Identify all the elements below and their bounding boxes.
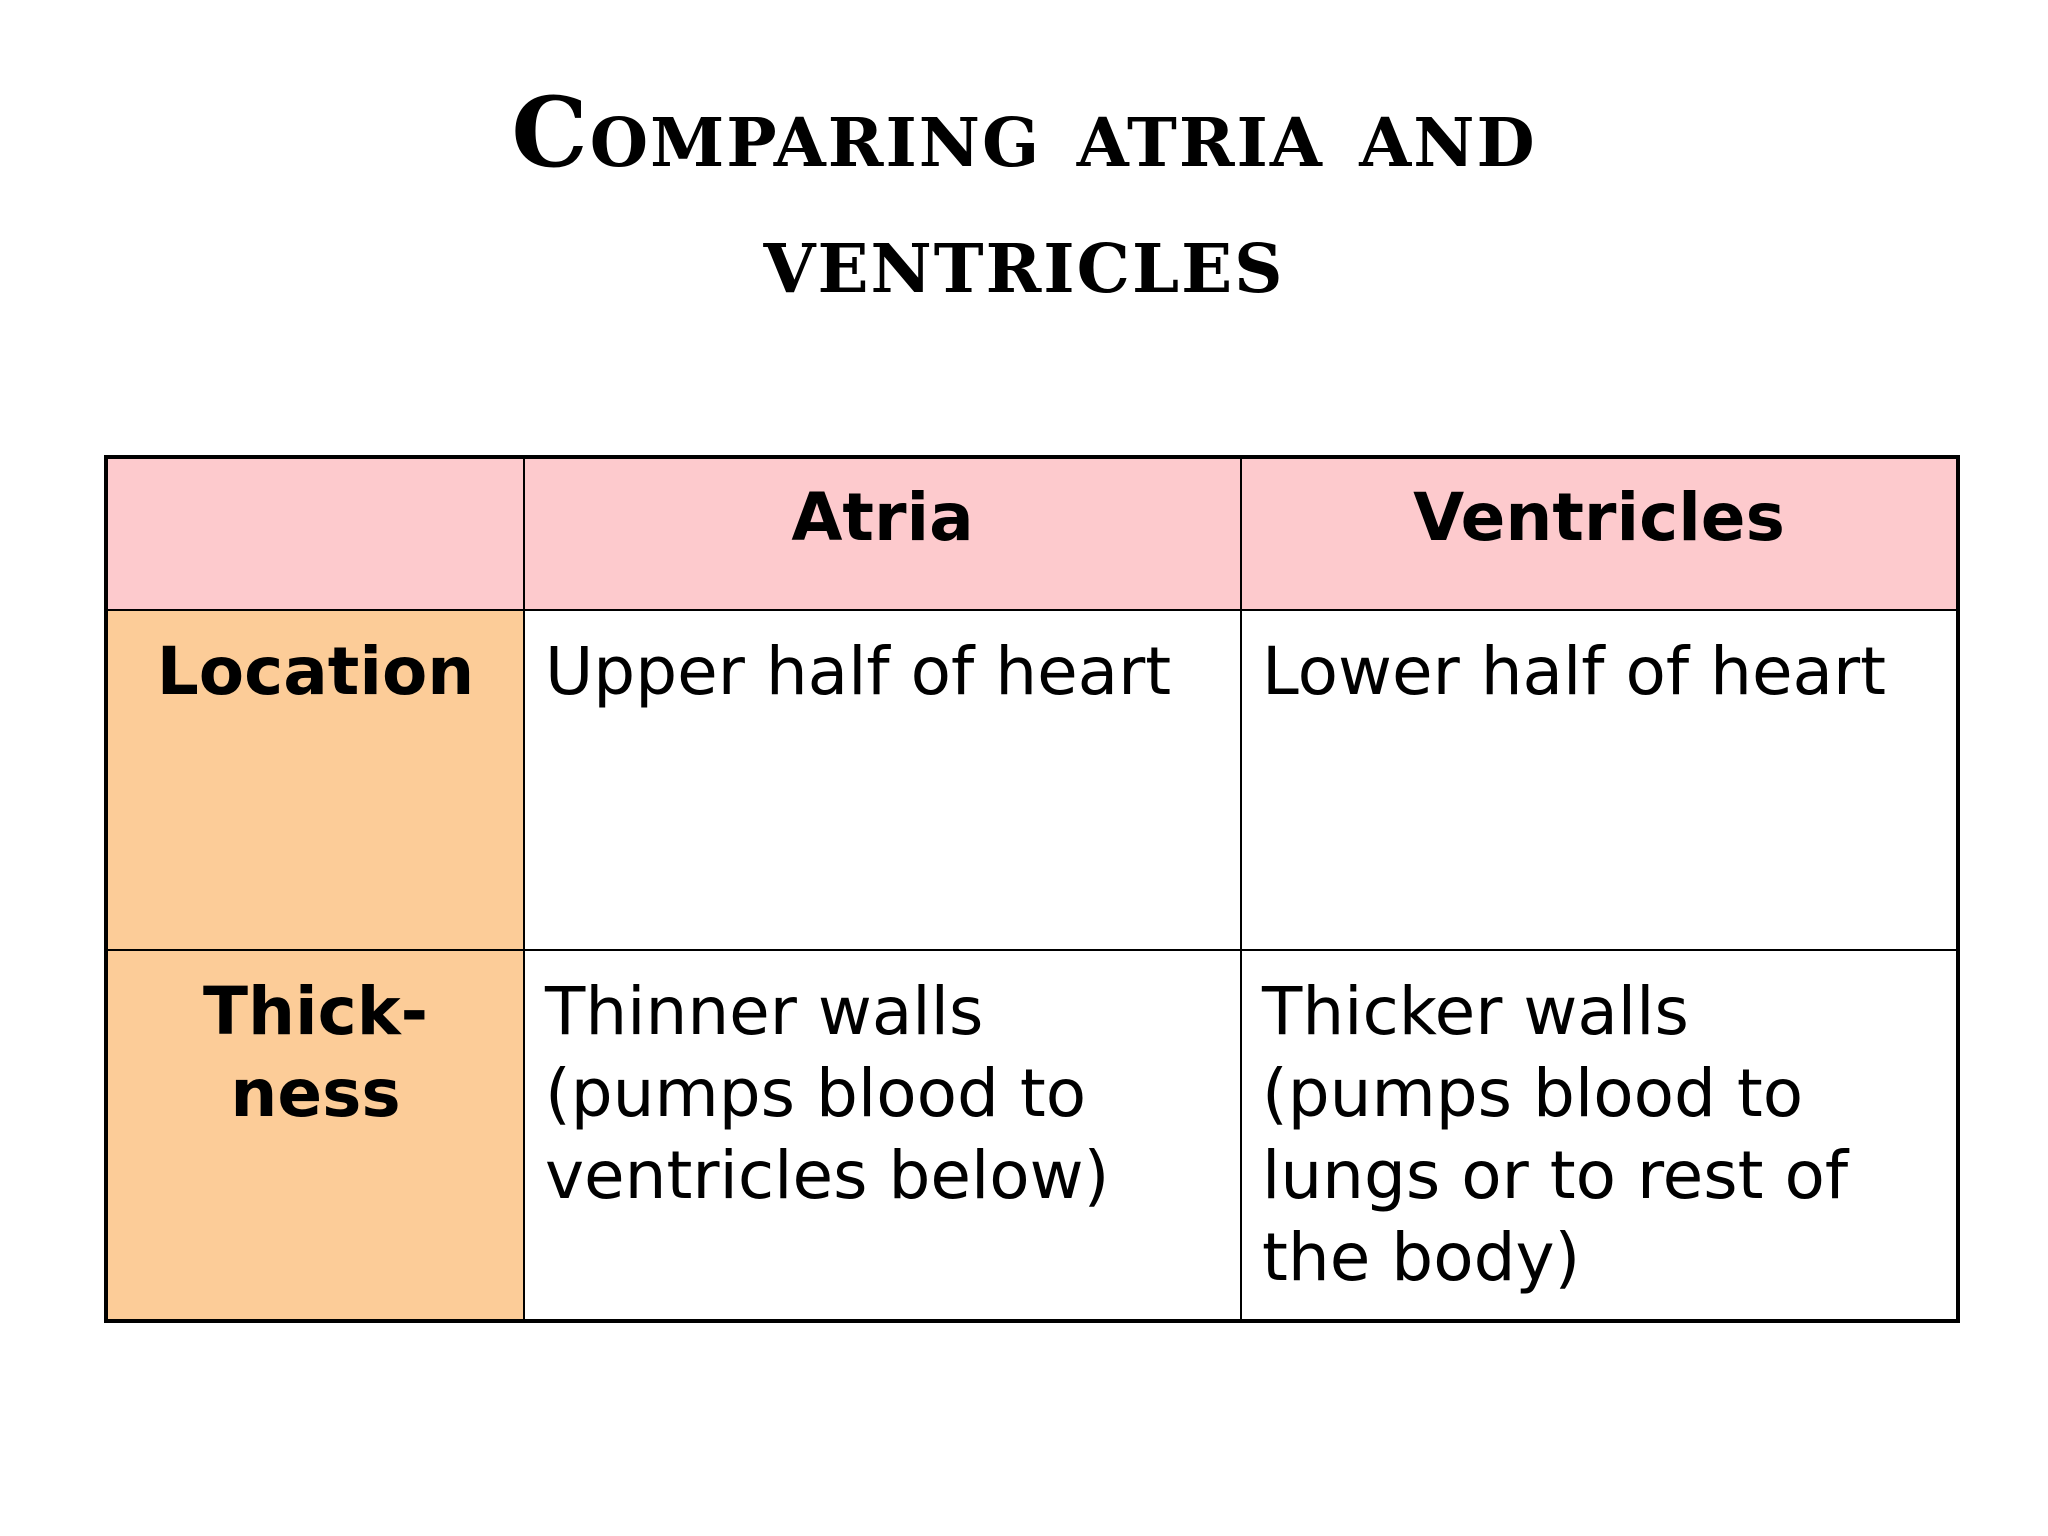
- cell-thickness-atria: [524, 950, 1241, 1321]
- table-header-row: [106, 457, 1958, 610]
- cell-thickness-atria-line-3: ventricles below): [545, 1137, 1110, 1214]
- table-row-thickness: [106, 950, 1958, 1321]
- row-label-thickness: [106, 950, 524, 1321]
- header-cell-atria: Atria: [524, 457, 1241, 610]
- slide-title: [0, 70, 2048, 322]
- cell-thickness-ventricles: [1241, 950, 1958, 1321]
- cell-thickness-ventricles-line-4: the body): [1262, 1219, 1581, 1296]
- slide-title-line-1: Comparing atria and: [511, 76, 1537, 189]
- header-cell-empty: [106, 457, 524, 610]
- slide-title-line-2: ventricles: [763, 202, 1285, 315]
- header-cell-ventricles: Ventricles: [1241, 457, 1958, 610]
- table-row-location: [106, 610, 1958, 950]
- cell-thickness-atria-line-2: (pumps blood to: [545, 1055, 1087, 1132]
- row-label-thickness-line-2: ness: [230, 1055, 401, 1132]
- cell-thickness-ventricles-line-3: lungs or to rest of: [1262, 1137, 1849, 1214]
- cell-location-atria: Upper half of heart: [524, 610, 1241, 950]
- cell-thickness-ventricles-line-1: Thicker walls: [1262, 973, 1689, 1050]
- row-label-thickness-line-1: Thick-: [202, 973, 429, 1050]
- cell-thickness-ventricles-line-2: (pumps blood to: [1262, 1055, 1804, 1132]
- cell-location-ventricles: Lower half of heart: [1241, 610, 1958, 950]
- cell-thickness-atria-line-1: Thinner walls: [545, 973, 984, 1050]
- comparison-table: [104, 455, 1960, 1323]
- row-label-location: Location: [106, 610, 524, 950]
